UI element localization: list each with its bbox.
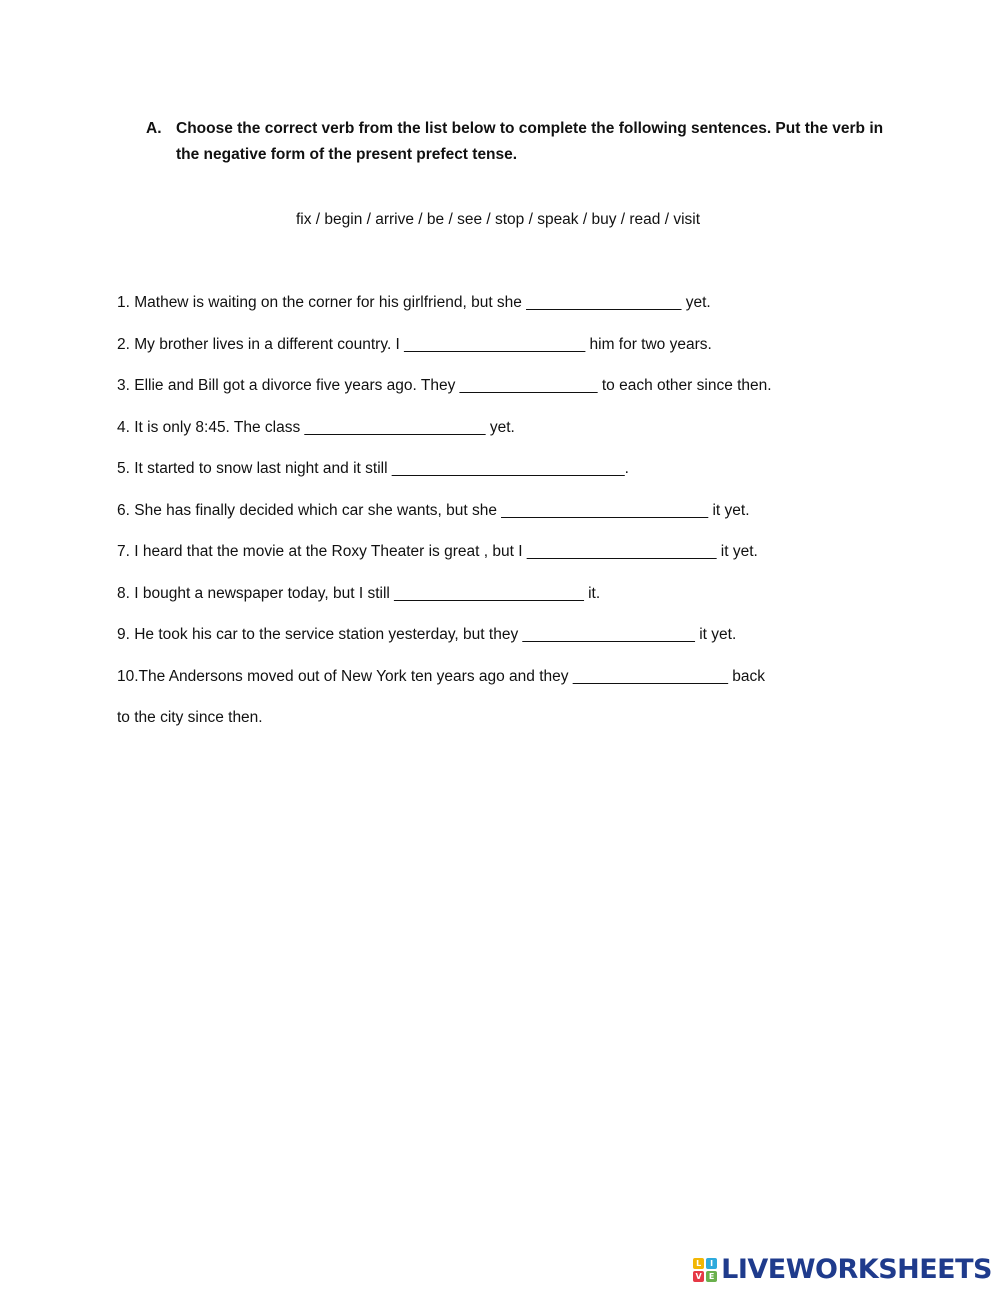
sentence-7: 7. I heard that the movie at the Roxy Theater is great , but I ______________________ it yet. <box>117 543 758 560</box>
instruction-text: Choose the correct verb from the list below to complete the following sentences. Put the verb in the negative form of the present prefect tense. <box>176 120 884 163</box>
sentence-10: 10.The Andersons moved out of New York ten years ago and they __________________ back <box>117 668 766 685</box>
sentence-2: 2. My brother lives in a different country. I _____________________ him for two years. <box>117 336 712 353</box>
logo-tile-e: E <box>706 1271 717 1282</box>
logo-text: LIVEWORKSHEETS <box>721 1254 992 1285</box>
logo-mark-icon <box>693 1258 717 1282</box>
verb-list: fix / begin / arrive / be / see / stop / speak / buy / read / visit <box>295 211 701 228</box>
instruction-block <box>146 116 886 168</box>
sentence-1: 1. Mathew is waiting on the corner for his girlfriend, but she __________________ yet. <box>117 294 711 311</box>
section-letter: A. <box>146 120 162 137</box>
sentence-3: 3. Ellie and Bill got a divorce five years ago. They ________________ to each other since then. <box>117 377 772 394</box>
sentence-6: 6. She has finally decided which car she wants, but she ________________________ it yet. <box>117 502 750 519</box>
sentence-5: 5. It started to snow last night and it still ___________________________. <box>117 460 629 477</box>
logo-tile-v: V <box>693 1271 704 1282</box>
sentence-4: 4. It is only 8:45. The class _____________________ yet. <box>117 419 515 436</box>
logo-tile-l: L <box>693 1258 704 1269</box>
liveworksheets-logo <box>693 1254 992 1286</box>
sentence-10-continuation: to the city since then. <box>117 709 263 726</box>
sentence-9: 9. He took his car to the service station yesterday, but they ____________________ it yet. <box>117 626 737 643</box>
logo-tile-i: I <box>706 1258 717 1269</box>
sentence-8: 8. I bought a newspaper today, but I still ______________________ it. <box>117 585 601 602</box>
